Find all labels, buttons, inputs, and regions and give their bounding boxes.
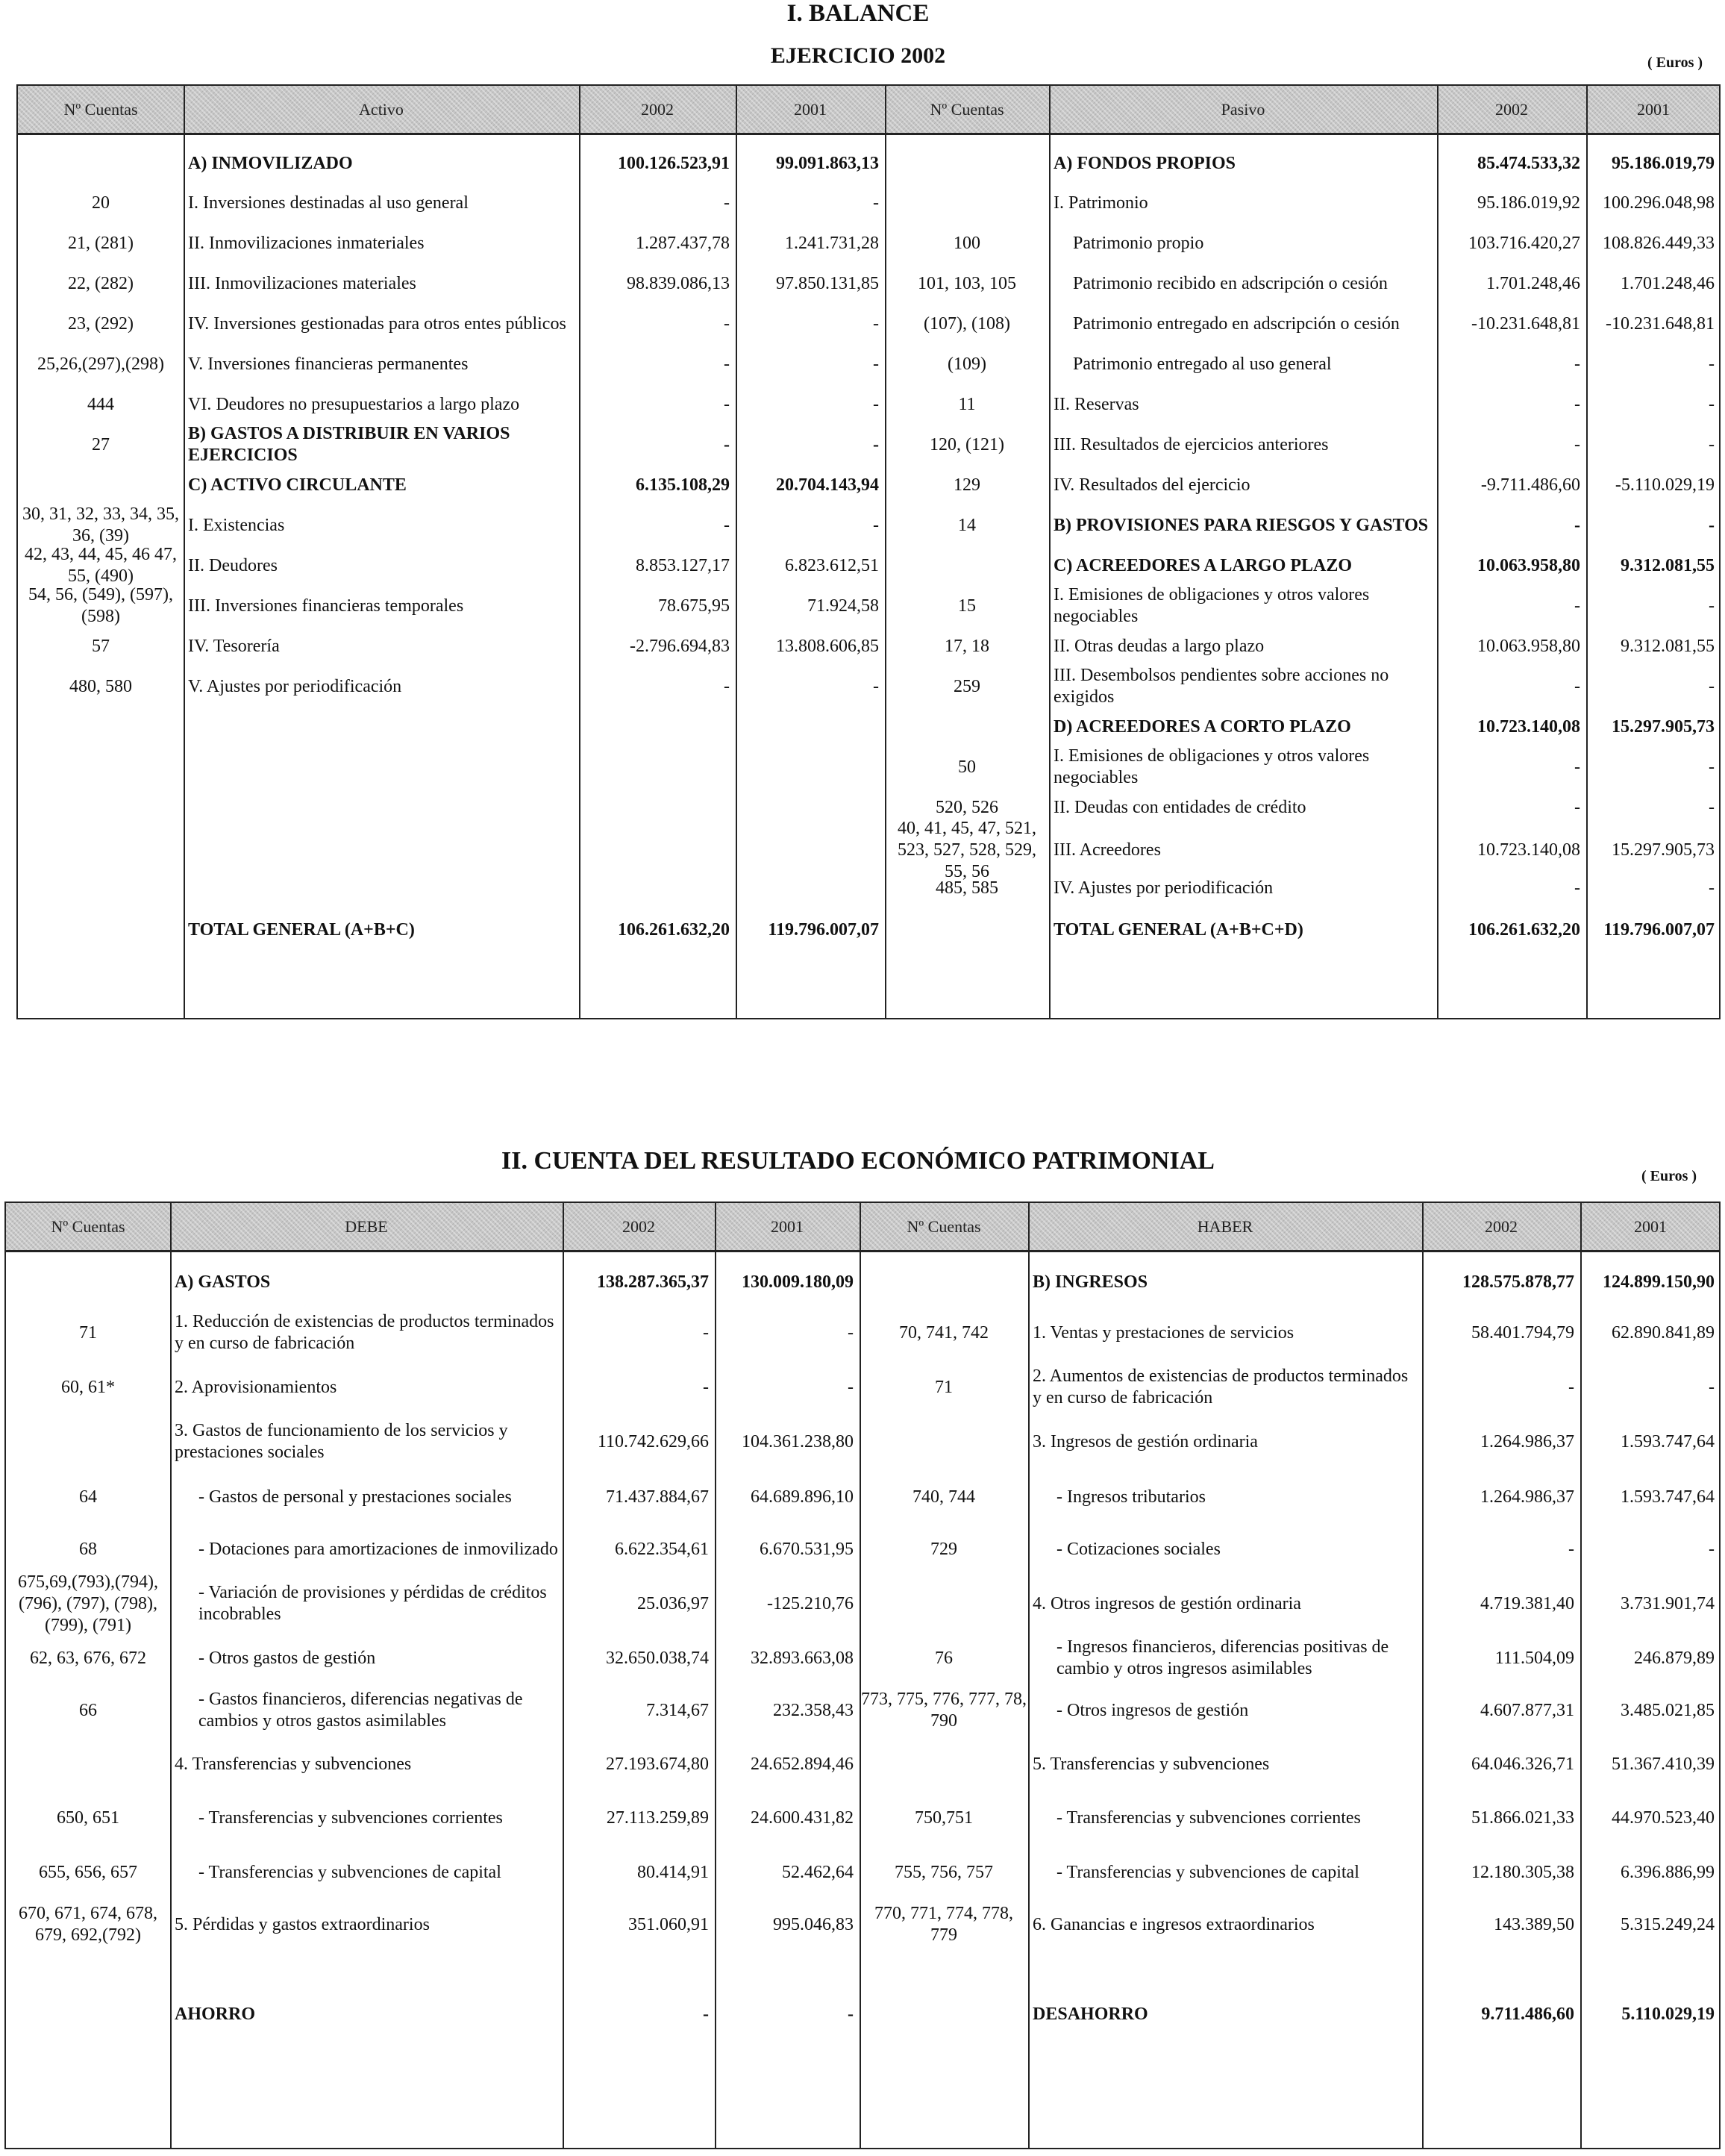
debe-value-2002: 6.622.354,61 bbox=[615, 1539, 709, 1559]
activo-label: TOTAL GENERAL (A+B+C) bbox=[188, 919, 415, 940]
activo-value-2002: - bbox=[724, 193, 730, 213]
haber-label: 4. Otros ingresos de gestión ordinaria bbox=[1033, 1593, 1301, 1613]
account-code-debe: 64 bbox=[79, 1487, 97, 1507]
haber-value-2002: 143.389,50 bbox=[1494, 1914, 1574, 1934]
debe-value-2001: 64.689.896,10 bbox=[751, 1487, 854, 1507]
activo-value-2002 bbox=[579, 747, 736, 787]
pasivo-label: B) PROVISIONES PARA RIESGOS Y GASTOS bbox=[1054, 515, 1429, 535]
pasivo-value-2002: 10.063.958,80 bbox=[1477, 636, 1580, 656]
pasivo-label: IV. Resultados del ejercicio bbox=[1054, 475, 1250, 495]
activo-value-2002: 100.126.523,91 bbox=[618, 153, 730, 173]
account-code-haber bbox=[860, 1740, 1028, 1788]
account-code-haber: 740, 744 bbox=[912, 1487, 975, 1507]
pasivo-value-2001: - bbox=[1709, 596, 1715, 616]
activo-value-2001: 13.808.606,85 bbox=[776, 636, 879, 656]
account-code-pasivo: 11 bbox=[958, 394, 976, 414]
pasivo-label: I. Patrimonio bbox=[1054, 193, 1148, 213]
pasivo-value-2001: 100.296.048,98 bbox=[1603, 193, 1715, 213]
pasivo-value-2002: - bbox=[1574, 515, 1580, 535]
activo-value-2001: 6.823.612,51 bbox=[785, 555, 879, 575]
account-code-activo: 21, (281) bbox=[68, 233, 134, 253]
account-code-activo: 444 bbox=[87, 394, 114, 414]
account-code-debe: 66 bbox=[79, 1700, 97, 1720]
haber-label: DESAHORRO bbox=[1033, 2004, 1148, 2024]
account-code-activo: 27 bbox=[92, 434, 110, 454]
account-code-pasivo: 40, 41, 45, 47, 521, 523, 527, 528, 529, 55, 56 bbox=[898, 818, 1036, 881]
account-code-activo: 22, (282) bbox=[68, 273, 134, 293]
balance-header-row bbox=[18, 86, 1719, 135]
activo-label: II. Inmovilizaciones inmateriales bbox=[188, 233, 425, 253]
account-code-debe bbox=[6, 1987, 170, 2042]
account-code-activo bbox=[18, 868, 184, 908]
activo-value-2001: - bbox=[873, 515, 879, 535]
account-code-pasivo: 259 bbox=[954, 676, 980, 696]
activo-label: IV. Inversiones gestionadas para otros entes públicos bbox=[188, 313, 566, 334]
pasivo-value-2001: 15.297.905,73 bbox=[1612, 840, 1715, 860]
account-code-pasivo bbox=[885, 143, 1049, 184]
account-code-pasivo: 485, 585 bbox=[936, 878, 998, 898]
activo-value-2002: 98.839.086,13 bbox=[627, 273, 730, 293]
resultado-header-row bbox=[6, 1203, 1719, 1252]
account-code-activo bbox=[18, 828, 184, 872]
debe-value-2001: 32.893.663,08 bbox=[751, 1648, 854, 1668]
balance-table bbox=[16, 84, 1721, 1019]
activo-value-2002: - bbox=[724, 394, 730, 414]
account-code-debe: 655, 656, 657 bbox=[39, 1862, 137, 1882]
pasivo-label: II. Deudas con entidades de crédito bbox=[1054, 797, 1306, 817]
pasivo-value-2001: 1.701.248,46 bbox=[1621, 273, 1715, 293]
activo-value-2002 bbox=[579, 787, 736, 828]
pasivo-value-2001: -5.110.029,19 bbox=[1615, 475, 1715, 495]
account-code-debe: 650, 651 bbox=[57, 1807, 119, 1828]
account-code-haber: 729 bbox=[930, 1539, 957, 1559]
account-code-pasivo bbox=[885, 183, 1049, 223]
activo-label: I. Existencias bbox=[188, 515, 285, 535]
account-code-debe: 71 bbox=[79, 1322, 97, 1343]
debe-value-2002: - bbox=[703, 2004, 709, 2024]
account-code-haber: 70, 741, 742 bbox=[899, 1322, 989, 1343]
activo-value-2002: - bbox=[724, 313, 730, 334]
pasivo-value-2002: 1.701.248,46 bbox=[1486, 273, 1580, 293]
haber-label: - Ingresos tributarios bbox=[1056, 1487, 1206, 1507]
debe-label: - Gastos financieros, diferencias negativas de cambios y otros gastos asimilables bbox=[198, 1690, 523, 1731]
header-n-cuentas-right: Nº Cuentas bbox=[930, 99, 1004, 119]
balance-subtitle: EJERCICIO 2002 bbox=[770, 43, 946, 68]
haber-value-2001: 124.899.150,90 bbox=[1603, 1272, 1715, 1292]
debe-value-2002: - bbox=[703, 1377, 709, 1397]
debe-value-2002: 351.060,91 bbox=[628, 1914, 709, 1934]
account-code-activo: 20 bbox=[92, 193, 110, 213]
header-haber-2002: 2002 bbox=[1485, 1216, 1518, 1236]
haber-value-2002: 9.711.486,60 bbox=[1481, 2004, 1574, 2024]
haber-label: 1. Ventas y prestaciones de servicios bbox=[1033, 1322, 1294, 1343]
activo-value-2001: - bbox=[873, 434, 879, 454]
activo-value-2001: 71.924,58 bbox=[807, 596, 879, 616]
activo-label: B) GASTOS A DISTRIBUIR EN VARIOS EJERCICIOS bbox=[188, 424, 510, 465]
pasivo-value-2001: 9.312.081,55 bbox=[1621, 636, 1715, 656]
activo-value-2001: 119.796.007,07 bbox=[768, 919, 879, 940]
account-code-haber bbox=[860, 1987, 1028, 2042]
debe-label: A) GASTOS bbox=[175, 1272, 271, 1292]
pasivo-label: II. Otras deudas a largo plazo bbox=[1054, 636, 1265, 656]
haber-value-2002: - bbox=[1568, 1377, 1574, 1397]
activo-value-2002: 6.135.108,29 bbox=[636, 475, 730, 495]
haber-value-2002: 1.264.986,37 bbox=[1480, 1487, 1574, 1507]
activo-value-2002 bbox=[579, 707, 736, 747]
pasivo-value-2001: 108.826.449,33 bbox=[1603, 233, 1715, 253]
debe-value-2002: - bbox=[703, 1322, 709, 1343]
header-activo-2001: 2001 bbox=[794, 99, 827, 119]
header-activo: Activo bbox=[359, 99, 404, 119]
pasivo-value-2001: - bbox=[1709, 394, 1715, 414]
pasivo-label: I. Emisiones de obligaciones y otros valores negociables bbox=[1054, 585, 1370, 626]
pasivo-value-2002: 95.186.019,92 bbox=[1477, 193, 1580, 213]
activo-value-2002 bbox=[579, 868, 736, 908]
haber-value-2002: 128.575.878,77 bbox=[1462, 1272, 1574, 1292]
account-code-pasivo: 100 bbox=[954, 233, 980, 253]
haber-value-2001: 3.731.901,74 bbox=[1621, 1593, 1715, 1613]
activo-label bbox=[184, 868, 579, 908]
activo-label: V. Inversiones financieras permanentes bbox=[188, 354, 469, 374]
haber-value-2001: - bbox=[1709, 1539, 1715, 1559]
account-code-pasivo: 50 bbox=[958, 757, 976, 777]
pasivo-value-2002: 10.723.140,08 bbox=[1477, 840, 1580, 860]
account-code-activo bbox=[18, 143, 184, 184]
account-code-pasivo: (107), (108) bbox=[924, 313, 1010, 334]
pasivo-value-2001: 119.796.007,07 bbox=[1603, 919, 1715, 940]
haber-label: - Transferencias y subvenciones de capital bbox=[1056, 1862, 1359, 1882]
haber-value-2001: 246.879,89 bbox=[1634, 1648, 1715, 1668]
activo-value-2001 bbox=[736, 868, 885, 908]
haber-label: - Otros ingresos de gestión bbox=[1056, 1700, 1249, 1720]
activo-value-2002: - bbox=[724, 434, 730, 454]
activo-value-2002: 1.287.437,78 bbox=[636, 233, 730, 253]
account-code-activo bbox=[18, 908, 184, 952]
header-n-cuentas-left: Nº Cuentas bbox=[63, 99, 138, 119]
debe-label: - Variación de provisiones y pérdidas de créditos incobrables bbox=[198, 1583, 547, 1624]
debe-label: 2. Aprovisionamientos bbox=[175, 1377, 337, 1397]
activo-value-2001: - bbox=[873, 676, 879, 696]
account-code-haber: 71 bbox=[935, 1377, 953, 1397]
activo-value-2001 bbox=[736, 707, 885, 747]
activo-value-2002: - bbox=[724, 354, 730, 374]
debe-label: 5. Pérdidas y gastos extraordinarios bbox=[175, 1914, 430, 1934]
activo-label: V. Ajustes por periodificación bbox=[188, 676, 402, 696]
activo-label bbox=[184, 707, 579, 747]
activo-value-2002: 106.261.632,20 bbox=[618, 919, 730, 940]
pasivo-label: III. Desembolsos pendientes sobre acciones no exigidos bbox=[1054, 666, 1389, 707]
debe-label: - Otros gastos de gestión bbox=[198, 1648, 376, 1668]
account-code-activo: 23, (292) bbox=[68, 313, 134, 334]
activo-value-2002: 78.675,95 bbox=[658, 596, 730, 616]
activo-label: IV. Tesorería bbox=[188, 636, 280, 656]
account-code-haber: 76 bbox=[935, 1648, 953, 1668]
pasivo-value-2001: - bbox=[1709, 757, 1715, 777]
activo-value-2001: - bbox=[873, 394, 879, 414]
header-debe-2001: 2001 bbox=[771, 1216, 804, 1236]
haber-value-2001: 51.367.410,39 bbox=[1612, 1754, 1715, 1774]
account-code-haber bbox=[860, 1261, 1028, 1303]
pasivo-label: C) ACREEDORES A LARGO PLAZO bbox=[1054, 555, 1353, 575]
account-code-activo: 42, 43, 44, 45, 46 47, 55, (490) bbox=[25, 545, 177, 586]
haber-value-2002: 51.866.021,33 bbox=[1471, 1807, 1574, 1828]
activo-label bbox=[184, 787, 579, 828]
activo-value-2001: 1.241.731,28 bbox=[785, 233, 879, 253]
debe-value-2001: 6.670.531,95 bbox=[760, 1539, 854, 1559]
haber-label: 3. Ingresos de gestión ordinaria bbox=[1033, 1431, 1258, 1452]
account-code-debe: 60, 61* bbox=[61, 1377, 115, 1397]
debe-value-2002: 32.650.038,74 bbox=[606, 1648, 709, 1668]
account-code-pasivo: 120, (121) bbox=[930, 434, 1004, 454]
debe-value-2002: 138.287.365,37 bbox=[597, 1272, 709, 1292]
account-code-activo: 54, 56, (549), (597), (598) bbox=[28, 585, 173, 626]
debe-value-2001: 24.652.894,46 bbox=[751, 1754, 854, 1774]
activo-value-2001: 97.850.131,85 bbox=[776, 273, 879, 293]
haber-label: - Ingresos financieros, diferencias positivas de cambio y otros ingresos asimilables bbox=[1056, 1637, 1389, 1678]
debe-label: - Dotaciones para amortizaciones de inmovilizado bbox=[198, 1539, 558, 1559]
activo-label: III. Inmovilizaciones materiales bbox=[188, 273, 416, 293]
pasivo-value-2001: 9.312.081,55 bbox=[1621, 555, 1715, 575]
debe-value-2001: 24.600.431,82 bbox=[751, 1807, 854, 1828]
activo-label: I. Inversiones destinadas al uso general bbox=[188, 193, 469, 213]
debe-value-2001: -125.210,76 bbox=[767, 1593, 854, 1613]
account-code-debe: 670, 671, 674, 678, 679, 692,(792) bbox=[19, 1904, 157, 1945]
activo-label: C) ACTIVO CIRCULANTE bbox=[188, 475, 407, 495]
debe-value-2001: 52.462,64 bbox=[782, 1862, 854, 1882]
debe-value-2001: 130.009.180,09 bbox=[742, 1272, 854, 1292]
pasivo-value-2002: -9.711.486,60 bbox=[1480, 475, 1580, 495]
account-code-debe: 62, 63, 676, 672 bbox=[30, 1648, 146, 1668]
pasivo-value-2001: - bbox=[1709, 515, 1715, 535]
haber-value-2002: 111.504,09 bbox=[1494, 1648, 1574, 1668]
activo-value-2002: - bbox=[724, 515, 730, 535]
debe-value-2002: 110.742.629,66 bbox=[597, 1431, 709, 1452]
pasivo-value-2001: -10.231.648,81 bbox=[1606, 313, 1715, 334]
pasivo-value-2002: - bbox=[1574, 797, 1580, 817]
haber-value-2002: 4.607.877,31 bbox=[1480, 1700, 1574, 1720]
pasivo-value-2002: - bbox=[1574, 394, 1580, 414]
pasivo-value-2002: 106.261.632,20 bbox=[1468, 919, 1580, 940]
account-code-activo: 30, 31, 32, 33, 34, 35, 36, (39) bbox=[22, 504, 179, 546]
account-code-activo bbox=[18, 465, 184, 505]
activo-value-2001 bbox=[736, 787, 885, 828]
debe-label: 4. Transferencias y subvenciones bbox=[175, 1754, 412, 1774]
debe-value-2001: 232.358,43 bbox=[773, 1700, 854, 1720]
pasivo-value-2002: - bbox=[1574, 676, 1580, 696]
activo-value-2001: - bbox=[873, 193, 879, 213]
haber-value-2001: - bbox=[1709, 1377, 1715, 1397]
pasivo-value-2001: 95.186.019,79 bbox=[1612, 153, 1715, 173]
pasivo-label: TOTAL GENERAL (A+B+C+D) bbox=[1054, 919, 1303, 940]
debe-label: 1. Reducción de existencias de productos terminados y en curso de fabricación bbox=[175, 1312, 554, 1353]
debe-label: - Transferencias y subvenciones corrientes bbox=[198, 1807, 503, 1828]
haber-label: 6. Ganancias e ingresos extraordinarios bbox=[1033, 1914, 1315, 1934]
header-n-cuentas-right: Nº Cuentas bbox=[907, 1216, 981, 1236]
account-code-pasivo bbox=[885, 707, 1049, 747]
account-code-debe bbox=[6, 1740, 170, 1788]
debe-value-2001: - bbox=[848, 1322, 854, 1343]
account-code-debe: 675,69,(793),(794), (796), (797), (798), (799), (791) bbox=[18, 1572, 158, 1635]
account-code-pasivo: 17, 18 bbox=[945, 636, 989, 656]
haber-value-2002: 12.180.305,38 bbox=[1471, 1862, 1574, 1882]
debe-value-2001: - bbox=[848, 1377, 854, 1397]
balance-title: I. BALANCE bbox=[786, 0, 930, 27]
account-code-debe bbox=[6, 1418, 170, 1466]
activo-value-2002: 8.853.127,17 bbox=[636, 555, 730, 575]
haber-value-2001: 44.970.523,40 bbox=[1612, 1807, 1715, 1828]
account-code-activo: 25,26,(297),(298) bbox=[37, 354, 164, 374]
haber-value-2001: 62.890.841,89 bbox=[1612, 1322, 1715, 1343]
header-pasivo-2001: 2001 bbox=[1637, 99, 1670, 119]
activo-value-2001: - bbox=[873, 313, 879, 334]
debe-value-2002: 7.314,67 bbox=[646, 1700, 709, 1720]
pasivo-value-2002: -10.231.648,81 bbox=[1471, 313, 1580, 334]
haber-value-2002: 64.046.326,71 bbox=[1471, 1754, 1574, 1774]
pasivo-value-2002: 103.716.420,27 bbox=[1468, 233, 1580, 253]
account-code-haber: 750,751 bbox=[915, 1807, 973, 1828]
account-code-pasivo: 101, 103, 105 bbox=[918, 273, 1016, 293]
activo-value-2002 bbox=[579, 828, 736, 872]
haber-value-2002: 1.264.986,37 bbox=[1480, 1431, 1574, 1452]
account-code-activo bbox=[18, 787, 184, 828]
pasivo-value-2002: 85.474.533,32 bbox=[1477, 153, 1580, 173]
activo-label: III. Inversiones financieras temporales bbox=[188, 596, 464, 616]
activo-label: A) INMOVILIZADO bbox=[188, 153, 353, 173]
activo-value-2001 bbox=[736, 747, 885, 787]
account-code-haber: 755, 756, 757 bbox=[895, 1862, 993, 1882]
debe-value-2002: 27.193.674,80 bbox=[606, 1754, 709, 1774]
haber-value-2001: 3.485.021,85 bbox=[1621, 1700, 1715, 1720]
account-code-haber bbox=[860, 1580, 1028, 1628]
pasivo-value-2002: - bbox=[1574, 878, 1580, 898]
activo-value-2001 bbox=[736, 828, 885, 872]
header-debe-2002: 2002 bbox=[622, 1216, 655, 1236]
pasivo-value-2002: 10.063.958,80 bbox=[1477, 555, 1580, 575]
pasivo-label: II. Reservas bbox=[1054, 394, 1139, 414]
haber-value-2001: 1.593.747,64 bbox=[1621, 1431, 1715, 1452]
haber-value-2001: 6.396.886,99 bbox=[1621, 1862, 1715, 1882]
account-code-pasivo bbox=[885, 546, 1049, 586]
account-code-pasivo: 129 bbox=[954, 475, 980, 495]
haber-value-2001: 1.593.747,64 bbox=[1621, 1487, 1715, 1507]
activo-value-2001: - bbox=[873, 354, 879, 374]
haber-label: - Cotizaciones sociales bbox=[1056, 1539, 1221, 1559]
pasivo-label: Patrimonio entregado en adscripción o cesión bbox=[1073, 313, 1400, 334]
account-code-pasivo: (109) bbox=[948, 354, 986, 374]
pasivo-value-2001: - bbox=[1709, 797, 1715, 817]
pasivo-value-2002: - bbox=[1574, 434, 1580, 454]
account-code-activo: 57 bbox=[92, 636, 110, 656]
haber-label: B) INGRESOS bbox=[1033, 1272, 1148, 1292]
header-pasivo: Pasivo bbox=[1221, 99, 1265, 119]
activo-value-2001: 20.704.143,94 bbox=[776, 475, 879, 495]
debe-label: - Gastos de personal y prestaciones sociales bbox=[198, 1487, 512, 1507]
header-haber: HABER bbox=[1197, 1216, 1253, 1236]
account-code-debe bbox=[6, 1261, 170, 1303]
header-haber-2001: 2001 bbox=[1634, 1216, 1667, 1236]
pasivo-value-2001: - bbox=[1709, 676, 1715, 696]
pasivo-label: D) ACREEDORES A CORTO PLAZO bbox=[1054, 716, 1351, 737]
pasivo-value-2002: - bbox=[1574, 354, 1580, 374]
account-code-activo bbox=[18, 747, 184, 787]
haber-value-2002: 58.401.794,79 bbox=[1471, 1322, 1574, 1343]
debe-label: - Transferencias y subvenciones de capital bbox=[198, 1862, 501, 1882]
pasivo-value-2002: - bbox=[1574, 596, 1580, 616]
header-debe: DEBE bbox=[345, 1216, 388, 1236]
resultado-title: II. CUENTA DEL RESULTADO ECONÓMICO PATRIMONIAL bbox=[501, 1147, 1215, 1175]
debe-value-2001: - bbox=[848, 2004, 854, 2024]
pasivo-value-2001: - bbox=[1709, 878, 1715, 898]
haber-value-2002: - bbox=[1568, 1539, 1574, 1559]
account-code-pasivo: 520, 526 bbox=[936, 797, 998, 817]
pasivo-label: Patrimonio recibido en adscripción o cesión bbox=[1073, 273, 1388, 293]
debe-label: 3. Gastos de funcionamiento de los servicios y prestaciones sociales bbox=[175, 1421, 508, 1462]
activo-label bbox=[184, 828, 579, 872]
haber-label: - Transferencias y subvenciones corrientes bbox=[1056, 1807, 1361, 1828]
pasivo-value-2001: 15.297.905,73 bbox=[1612, 716, 1715, 737]
haber-value-2002: 4.719.381,40 bbox=[1480, 1593, 1574, 1613]
resultado-units: ( Euros ) bbox=[1641, 1168, 1697, 1184]
account-code-haber bbox=[860, 1418, 1028, 1466]
haber-value-2001: 5.315.249,24 bbox=[1621, 1914, 1715, 1934]
account-code-debe: 68 bbox=[79, 1539, 97, 1559]
haber-value-2001: 5.110.029,19 bbox=[1621, 2004, 1715, 2024]
debe-value-2002: 80.414,91 bbox=[637, 1862, 709, 1882]
activo-value-2002: - bbox=[724, 676, 730, 696]
pasivo-value-2002: 10.723.140,08 bbox=[1477, 716, 1580, 737]
account-code-pasivo: 15 bbox=[958, 596, 976, 616]
debe-value-2001: 995.046,83 bbox=[773, 1914, 854, 1934]
haber-label: 5. Transferencias y subvenciones bbox=[1033, 1754, 1270, 1774]
pasivo-label: A) FONDOS PROPIOS bbox=[1054, 153, 1236, 173]
debe-value-2001: 104.361.238,80 bbox=[742, 1431, 854, 1452]
haber-label: 2. Aumentos de existencias de productos terminados y en curso de fabricación bbox=[1033, 1366, 1409, 1407]
header-pasivo-2002: 2002 bbox=[1495, 99, 1528, 119]
activo-label: II. Deudores bbox=[188, 555, 278, 575]
activo-value-2002: -2.796.694,83 bbox=[630, 636, 730, 656]
header-n-cuentas-left: Nº Cuentas bbox=[51, 1216, 125, 1236]
account-code-activo bbox=[18, 707, 184, 747]
pasivo-value-2001: - bbox=[1709, 354, 1715, 374]
account-code-pasivo: 14 bbox=[958, 515, 976, 535]
debe-value-2002: 27.113.259,89 bbox=[606, 1807, 709, 1828]
pasivo-label: Patrimonio entregado al uso general bbox=[1073, 354, 1332, 374]
activo-label bbox=[184, 747, 579, 787]
resultado-table bbox=[4, 1202, 1721, 2149]
pasivo-label: IV. Ajustes por periodificación bbox=[1054, 878, 1274, 898]
header-activo-2002: 2002 bbox=[641, 99, 674, 119]
debe-value-2002: 25.036,97 bbox=[637, 1593, 709, 1613]
account-code-pasivo bbox=[885, 908, 1049, 952]
account-code-activo: 480, 580 bbox=[69, 676, 132, 696]
activo-value-2001: 99.091.863,13 bbox=[776, 153, 879, 173]
debe-label: AHORRO bbox=[175, 2004, 255, 2024]
pasivo-value-2002: - bbox=[1574, 757, 1580, 777]
pasivo-label: III. Acreedores bbox=[1054, 840, 1161, 860]
pasivo-label: Patrimonio propio bbox=[1073, 233, 1204, 253]
pasivo-label: I. Emisiones de obligaciones y otros valores negociables bbox=[1054, 746, 1370, 787]
account-code-haber: 770, 771, 774, 778, 779 bbox=[874, 1904, 1013, 1945]
pasivo-label: III. Resultados de ejercicios anteriores bbox=[1054, 434, 1329, 454]
activo-label: VI. Deudores no presupuestarios a largo plazo bbox=[188, 394, 520, 414]
pasivo-value-2001: - bbox=[1709, 434, 1715, 454]
debe-value-2002: 71.437.884,67 bbox=[606, 1487, 709, 1507]
account-code-haber: 773, 775, 776, 777, 78, 790 bbox=[861, 1690, 1027, 1731]
balance-units: ( Euros ) bbox=[1647, 54, 1703, 71]
